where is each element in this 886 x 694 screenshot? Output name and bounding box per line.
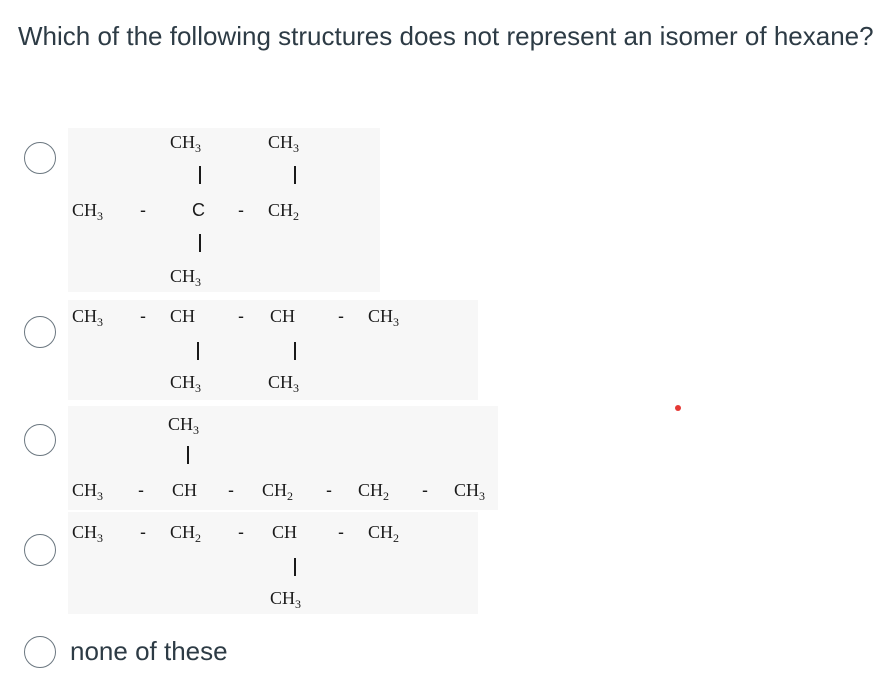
bond-dash: - [338,522,344,542]
option-d-structure [68,512,478,614]
atom-ch3: $CH_3$ [268,372,300,395]
bond-dash: - [238,522,244,542]
option-c-radio[interactable] [24,424,56,456]
bond-dash: - [238,306,244,326]
atom-ch3: $CH_3$ [72,480,104,503]
cursor-marker [675,405,681,411]
atom-ch2: $CH_2$ [262,480,294,503]
atom-ch2: $CH_2$ [368,522,400,545]
bond-dash: - [326,480,332,500]
bond-dash: - [140,306,146,326]
atom-ch2: $CH_2$ [358,480,390,503]
vertical-bond [294,166,296,184]
atom-ch3: $CH_3$ [170,372,202,395]
atom-ch3: $CH_3$ [368,306,400,329]
atom-ch3: $CH_3$ [268,132,300,155]
atom-ch3: $CH_3$ [168,414,200,437]
option-a-structure [68,128,380,292]
vertical-bond [294,558,296,576]
option-b-structure [68,300,478,400]
bond-dash: - [138,480,144,500]
bond-dash: - [140,522,146,542]
option-d-radio[interactable] [24,534,56,566]
vertical-bond [187,446,189,464]
atom-ch3: $CH_3$ [72,522,104,545]
atom-ch: CH [272,522,298,542]
vertical-bond [197,342,199,360]
atom-ch3: $CH_3$ [270,588,302,611]
option-e-radio[interactable] [24,636,56,668]
option-a-radio[interactable] [24,142,56,174]
atom-ch3: $CH_3$ [170,132,202,155]
atom-ch3: $CH_3$ [170,266,202,289]
bond-dash: - [338,306,344,326]
bond-dash: - [140,200,146,220]
bond-dash: - [422,480,428,500]
vertical-bond [199,166,201,184]
atom-ch: CH [170,306,196,326]
question-text: Which of the following structures does not represent an isomer of hexane? [18,21,874,51]
vertical-bond [199,234,201,252]
option-e-label: none of these [70,636,228,666]
atom-ch2: $CH_2$ [170,522,202,545]
atom-ch: CH [172,480,198,500]
vertical-bond [294,342,296,360]
option-c-structure [68,406,498,510]
atom-c: C [192,200,205,220]
atom-ch2: $CH_2$ [268,200,300,223]
option-b-radio[interactable] [24,316,56,348]
atom-ch3: $CH_3$ [454,480,486,503]
bond-dash: - [228,480,234,500]
bond-dash: - [238,200,244,220]
atom-ch3: $CH_3$ [72,200,104,223]
atom-ch: CH [270,306,296,326]
atom-ch3: $CH_3$ [72,306,104,329]
